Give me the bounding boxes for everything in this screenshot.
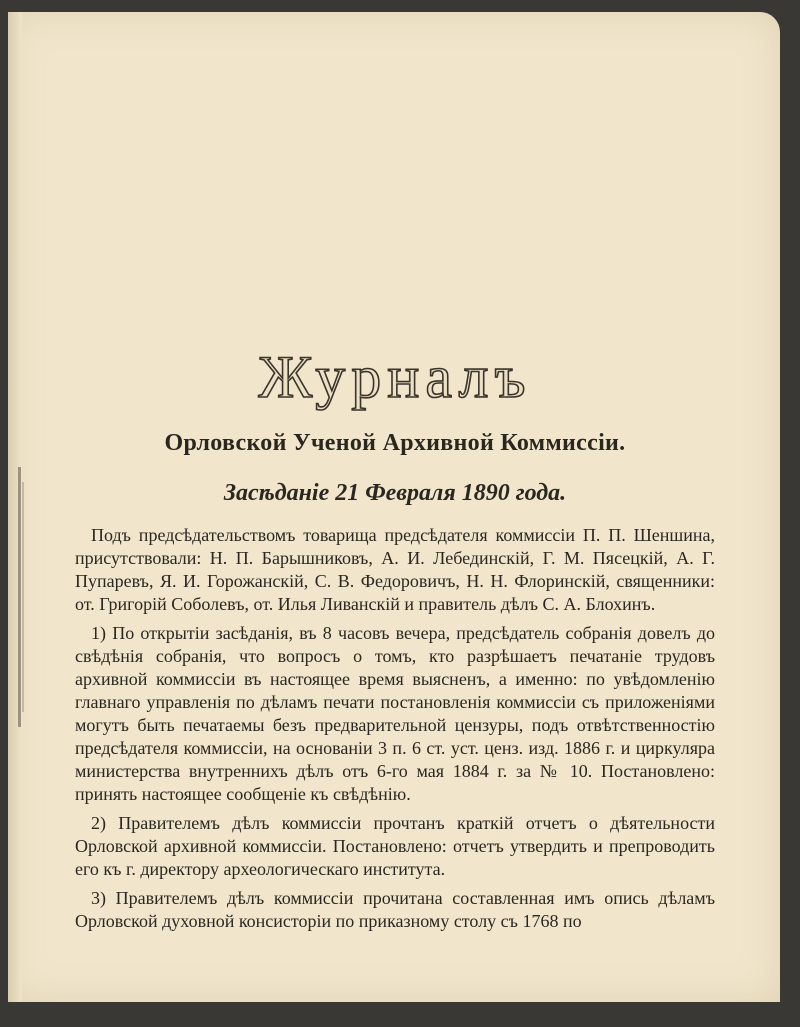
page-edge-mark-secondary — [22, 482, 24, 712]
page-edge-mark — [18, 467, 21, 727]
session-date: Засѣданіе 21 Февраля 1890 года. — [223, 480, 567, 506]
paragraph-item-1: 1) По открытіи засѣданія, въ 8 часовъ вечера, предсѣдатель собранія довелъ до свѣдѣнія собранія, что вопросъ о томъ, кто разрѣшаетъ печатаніе трудовъ архивной коммиссіи въ настоящее время выясненъ, а именно: по увѣдомленію главнаго управленія по дѣламъ печати постановленія коммиссіи съ приложеніями могутъ быть печатаемы безъ предварительной цензуры, подъ отвѣтственностію предсѣдателя коммиссіи, на основаніи 3 п. 6 ст. уст. ценз. изд. 1886 г. и циркуляра министерства внутреннихъ дѣлъ отъ 6-го мая 1884 г. за № 10. Постановлено: принять настоящее сообщеніе къ свѣдѣнію. — [75, 623, 715, 804]
paragraph-item-3: 3) Правителемъ дѣлъ коммиссіи прочитана составленная имъ опись дѣламъ Орловской духовной консисторіи по приказному столу съ 1768 по — [75, 888, 715, 931]
page-content — [75, 340, 715, 939]
paragraph-item-2: 2) Правителемъ дѣлъ коммиссіи прочтанъ краткій отчетъ о дѣятельности Орловской архивной коммиссіи. Постановлено: отчетъ утвердить и препроводить его къ г. директору археологическаго института. — [75, 813, 715, 879]
journal-title: Журналъ — [258, 344, 532, 410]
body-text — [75, 524, 715, 933]
paragraph-attendance: Подъ предсѣдательствомъ товарища предсѣдателя коммиссіи П. П. Шеншина, присутствовали: Н. П. Барышниковъ, А. И. Лебединскій, Г. М. Пясецкій, А. Г. Пупаревъ, Я. И. Горожанскій, С. В. Федоровичъ, Н. Н. Флоринскій, священники: от. Григорій Соболевъ, от. Илья Ливанскій и правитель дѣлъ С. А. Блохинъ. — [75, 525, 715, 614]
commission-subtitle: Орловской Ученой Архивной Коммиссіи. — [164, 430, 626, 456]
